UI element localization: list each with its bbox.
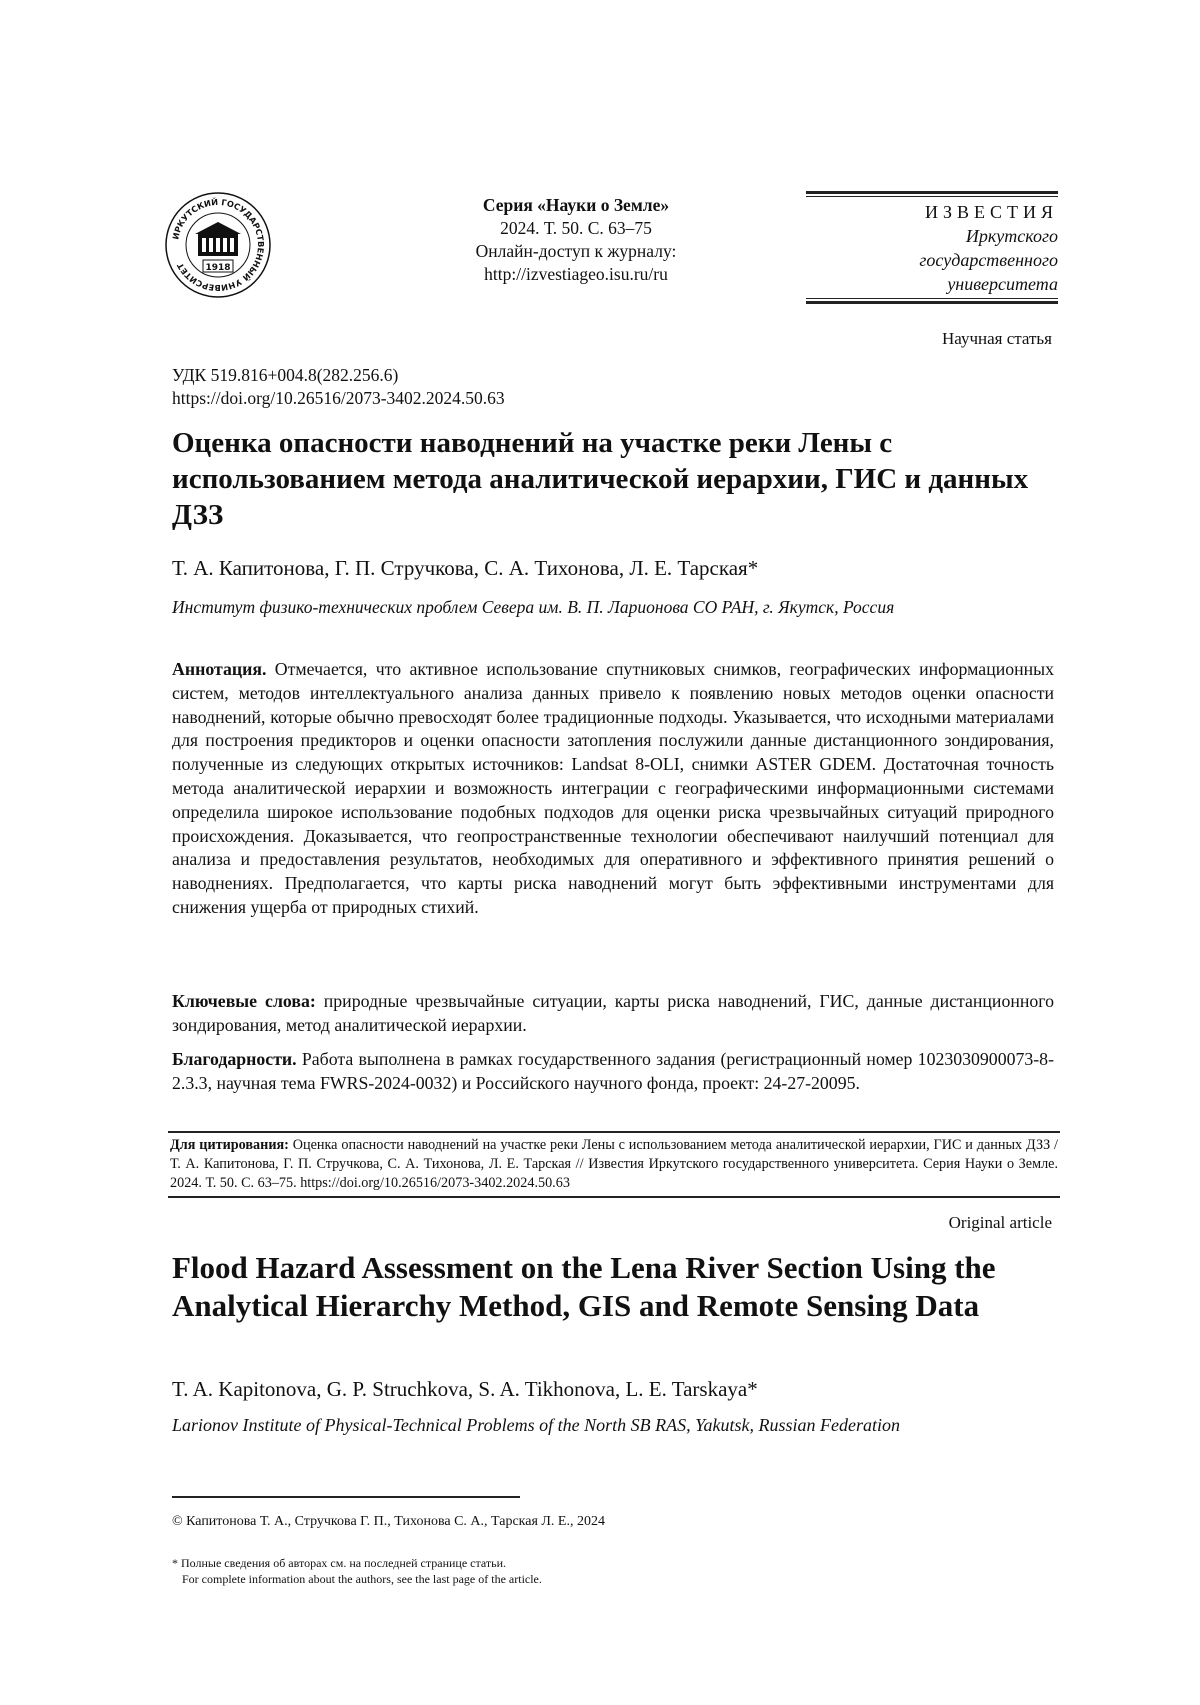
journal-rule-bottom (806, 301, 1058, 304)
authors-en: T. A. Kapitonova, G. P. Struchkova, S. A. Tikhonova, L. E. Tarskaya* (172, 1377, 758, 1401)
series-name: Серия «Науки о Земле» (482, 195, 670, 215)
citation-box (168, 1131, 1060, 1198)
title-en: Flood Hazard Assessment on the Lena River Section Using the Analytical Hierarchy Method, GIS and Remote Sensing Data (172, 1250, 996, 1323)
doi-link[interactable]: https://doi.org/10.26516/2073-3402.2024.50.63 (172, 388, 505, 408)
journal-rule-bottom-thin (806, 298, 1058, 299)
online-access-label: Онлайн-доступ к журналу: (475, 241, 677, 261)
authors-ru: Т. А. Капитонова, Г. П. Стручкова, С. А. Тихонова, Л. Е. Тарская* (172, 556, 759, 580)
journal-url[interactable]: http://izvestiageo.isu.ru/ru (484, 264, 668, 284)
abstract-ru (172, 658, 1054, 920)
article-type-ru: Научная статья (941, 329, 1052, 348)
journal-title-line3: государственного (919, 250, 1058, 270)
journal-name-block (806, 191, 1058, 304)
keywords-ru (172, 990, 1054, 1038)
article-meta (172, 364, 505, 410)
journal-title-line4: университета (947, 274, 1058, 294)
cite-label: Для цитирования: (170, 1137, 289, 1153)
keywords-text: природные чрезвычайные ситуации, карты риска наводнений, ГИС, данные дистанционного зондирования, метод аналитической иерархии. (172, 991, 1054, 1035)
affiliation-en: Larionov Institute of Physical-Technical Problems of the North SB RAS, Yakutsk, Russian Federation (172, 1415, 900, 1435)
acknowledgements-ru (172, 1048, 1054, 1096)
note-ru: * Полные сведения об авторах см. на последней странице статьи. (172, 1556, 507, 1570)
journal-title-line2: Иркутского (965, 226, 1058, 246)
abstract-text: Отмечается, что активное использование спутниковых снимков, географических информационных систем, методов интеллектуального анализа данных привело к появлению новых методов оценки опасности наводнений, которые обычно превосходят более традиционные подходы. Указывается, что исходными материалами для построения предикторов и оценки опасности затопления послужили данные дистанционного зондирования, полученные из следующих открытых источников: Landsat 8-OLI, снимки ASTER GDEM. Достаточная точность метода аналитической иерархии и возможность интеграции с географическими информационными системами определила широкое использование подобных подходов для оценки риска чрезвычайных ситуаций природного происхождения. Доказывается, что геопространственные технологии обеспечивают наилучший потенциал для анализа и предоставления результатов, необходимых для оперативного и эффективного принятия решений о наводнениях. Предполагается, что карты риска наводнений могут быть эффективными инструментами для снижения ущерба от природных стихий. (172, 659, 1054, 917)
article-type-en: Original article (948, 1213, 1052, 1232)
logo-ring-text: ИРКУТСКИЙ ГОСУДАРСТВЕННЫЙ УНИВЕРСИТЕТ (170, 196, 267, 294)
journal-title-line1: ИЗВЕСТИЯ (924, 202, 1058, 222)
logo-year: 1918 (205, 263, 231, 273)
author-info-note (172, 1555, 542, 1587)
affiliation-ru: Институт физико-технических проблем Севера им. В. П. Ларионова СО РАН, г. Якутск, Россия (172, 597, 895, 617)
note-en: For complete information about the authors, see the last page of the article. (182, 1572, 542, 1586)
cite-text: Оценка опасности наводнений на участке реки Лены с использованием метода аналитической иерархии, ГИС и данных ДЗЗ / Т. А. Капитонова, Г. П. Стручкова, С. А. Тихонова, Л. Е. Тарская // Известия Иркутского государственного университета. Серия Науки о Земле. 2024. Т. 50. С. 63–75. https://doi.org/10.26516/2073-3402.2024.50.63 (170, 1137, 1059, 1191)
udk-code: УДК 519.816+004.8(282.256.6) (172, 365, 399, 385)
ack-text: Работа выполнена в рамках государственного задания (регистрационный номер 1023030900073-8-2.3.3, научная тема FWRS-2024-0032) и Российского научного фонда, проект: 24-27-20095. (172, 1049, 1054, 1093)
keywords-label: Ключевые слова: (172, 991, 316, 1011)
title-ru: Оценка опасности наводнений на участке реки Лены с использованием метода аналитической иерархии, ГИС и данных ДЗЗ (172, 427, 1029, 531)
copyright: © Капитонова Т. А., Стручкова Г. П., Тихонова С. А., Тарская Л. Е., 2024 (172, 1514, 605, 1529)
ack-label: Благодарности. (172, 1049, 297, 1069)
abstract-label: Аннотация. (172, 659, 267, 679)
journal-rule-top (806, 191, 1058, 194)
footnote-rule (172, 1496, 520, 1498)
university-logo (163, 190, 273, 300)
series-info (440, 194, 712, 286)
volume-info: 2024. Т. 50. С. 63–75 (500, 218, 652, 238)
